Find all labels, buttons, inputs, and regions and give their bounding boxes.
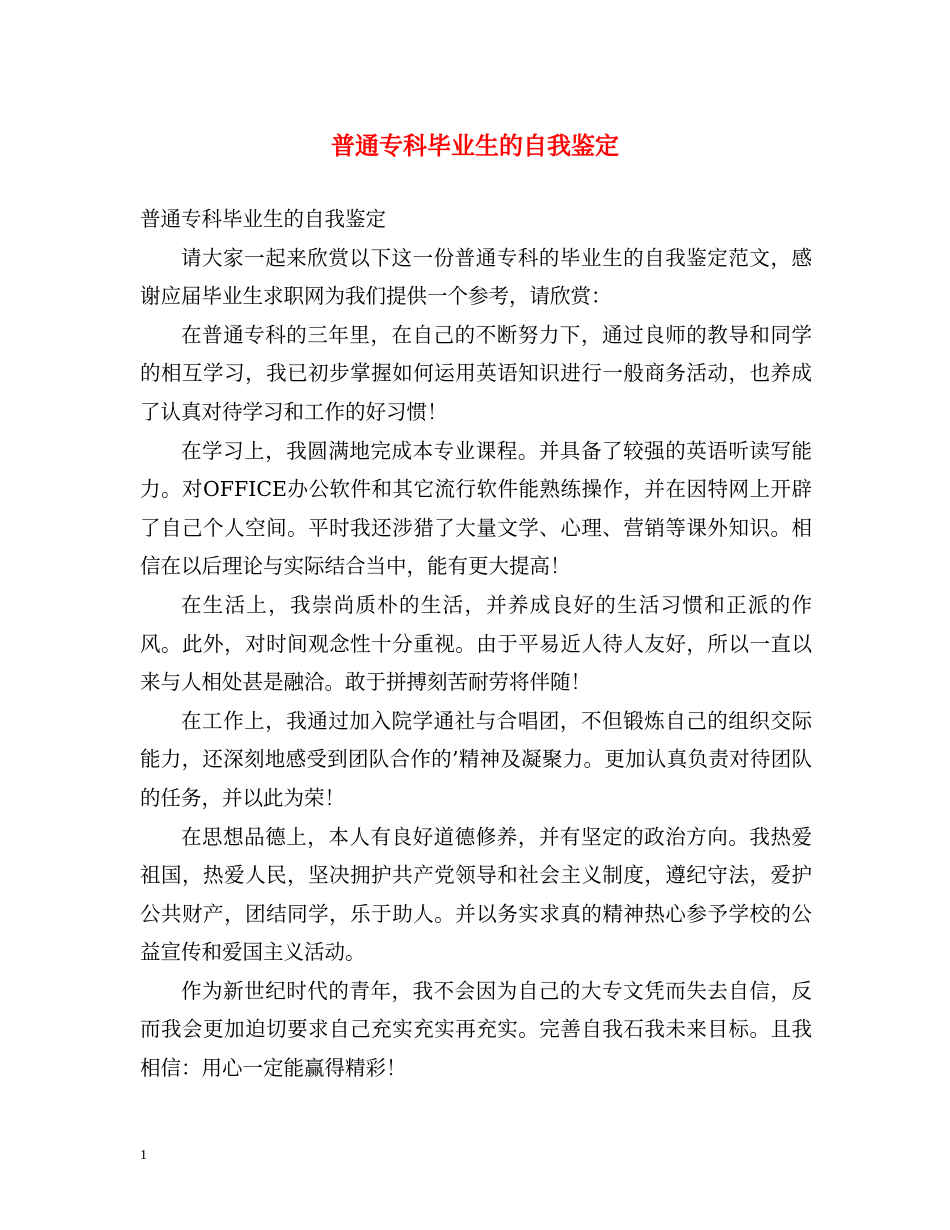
paragraph: 在普通专科的三年里，在自己的不断努力下，通过良师的教导和同学的相互学习，我已初步掌握如何运用英语知识进行一般商务活动，也养成了认真对待学习和工作的好习惯！	[140, 322, 812, 424]
paragraph: 在学习上，我圆满地完成本专业课程。并具备了较强的英语听读写能力。对OFFICE办公软件和其它流行软件能熟练操作，并在因特网上开辟了自己个人空间。平时我还涉猎了大量文学、心理、营销等课外知识。相信在以后理论与实际结合当中，能有更大提高！	[140, 438, 812, 579]
paragraph: 请大家一起来欣赏以下这一份普通专科的毕业生的自我鉴定范文，感谢应届毕业生求职网为我们提供一个参考，请欣赏：	[140, 245, 812, 309]
paragraph: 在工作上，我通过加入院学通社与合唱团，不但锻炼自己的组织交际能力，还深刻地感受到团队合作的’精神及凝聚力。更加认真负责对待团队的任务，并以此为荣！	[140, 708, 812, 810]
paragraph: 在生活上，我崇尚质朴的生活，并养成良好的生活习惯和正派的作风。此外，对时间观念性十分重视。由于平易近人待人友好，所以一直以来与人相处甚是融洽。敢于拼搏刻苦耐劳将伴随！	[140, 592, 812, 695]
page-number: 1	[140, 1148, 147, 1163]
paragraph: 作为新世纪时代的青年，我不会因为自己的大专文凭而失去自信，反而我会更加迫切要求自己充实充实再充实。完善自我石我未来目标。且我相信：用心一定能赢得精彩！	[140, 978, 812, 1081]
document-subtitle: 普通专科毕业生的自我鉴定	[140, 207, 386, 231]
paragraph: 在思想品德上，本人有良好道德修养，并有坚定的政治方向。我热爱祖国，热爱人民，坚决拥护共产党领导和社会主义制度，遵纪守法，爱护公共财产，团结同学，乐于助人。并以务实求真的精神热心参予学校的公益宣传和爱国主义活动。	[140, 824, 812, 965]
document-title: 普通专科毕业生的自我鉴定	[331, 131, 619, 160]
document-body	[140, 200, 812, 1088]
